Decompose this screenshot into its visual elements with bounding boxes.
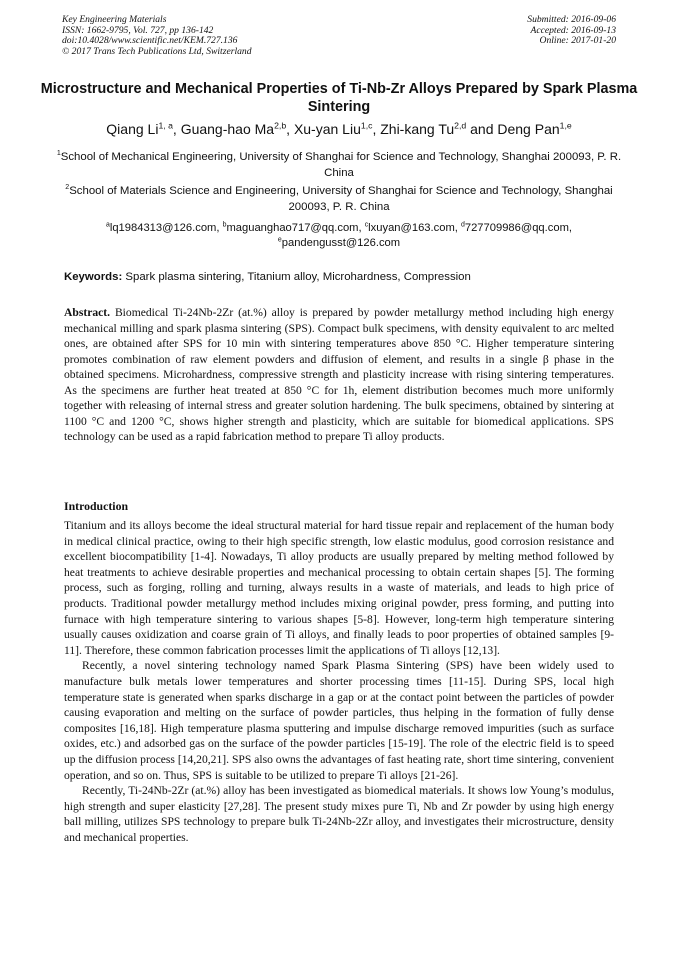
email-superscript: d: [461, 221, 465, 229]
keywords-text: Spark plasma sintering, Titanium alloy, Microhardness, Compression: [125, 271, 471, 283]
author-name: Xu-yan Liu: [293, 121, 361, 137]
journal-issn: ISSN: 1662-9795, Vol. 727, pp 136-142: [62, 24, 214, 36]
introduction-body: [64, 518, 614, 845]
author-separator: and: [466, 121, 498, 137]
email-link[interactable]: maguanghao717@qq.com: [226, 222, 359, 234]
author-name: Zhi-kang Tu: [380, 121, 455, 137]
journal-copyright: © 2017 Trans Tech Publications Ltd, Switzerland: [62, 45, 252, 57]
paper-title: Microstructure and Mechanical Properties of Ti-Nb-Zr Alloys Prepared by Spark Plasma Sintering: [40, 81, 638, 115]
abstract-text: Biomedical Ti-24Nb-2Zr (at.%) alloy is prepared by powder metallurgy method including high energy mechanical milling and spark plasma sintering (SPS). Compact bulk specimens, with density equivalent to arc melted ones, are obtained after SPS for 10 min with sintering temperatures above 850 °C. Higher temperature sintering promotes combination of raw element powders and diffusion of element, and results in a single β phase in the obtained specimens. Microhardness, compressive strength and plasticity increase with rising sintering temperatures. As the specimens are further heat treated at 850 °C for 1h, element distribution becomes much more uniformly together with releasing of internal stress and greater solution hardening. The bulk specimens, obtained by sintering at 1100 °C and 1200 °C, shows higher strength and plasticity, which are suitable for biomedical applications. SPS technology can be used as a rapid fabrication method to prepare Ti alloy products.: [64, 306, 615, 444]
affiliation-text: School of Materials Science and Engineering, University of Shanghai for Science and Technology, Shanghai 200093, P. R. China: [69, 185, 613, 213]
author: [380, 121, 497, 137]
author-separator: ,: [172, 121, 181, 137]
author: [181, 121, 294, 137]
author-superscript: 1,c: [360, 120, 373, 131]
journal-info: [62, 15, 252, 57]
author-superscript: 2,d: [454, 120, 467, 131]
affiliation-superscript: 1: [56, 150, 61, 158]
author: [497, 121, 571, 137]
email-separator: ,: [454, 222, 461, 234]
keywords-label: Keywords:: [64, 271, 123, 283]
author-name: Qiang Li: [106, 121, 159, 137]
author-superscript: 1,e: [559, 120, 572, 131]
paragraph: Recently, Ti-24Nb-2Zr (at.%) alloy has been investigated as biomedical materials. It shows low Young’s modulus, high strength and super elasticity [27,28]. The present study mixes pure Ti, Nb and Zr powder by using high energy ball milling, utilizes SPS technology to prepare bulk Ti-24Nb-2Zr alloy, and investigates their microstructure, density and mechanical properties.: [64, 784, 614, 844]
email-link[interactable]: lxuyan@163.com: [368, 222, 455, 234]
author: [294, 121, 380, 137]
affiliation-text: School of Mechanical Engineering, University of Shanghai for Science and Technology, Shanghai 200093, P. R. China: [60, 151, 622, 179]
email-separator: ,: [568, 222, 573, 234]
abstract-label: Abstract.: [64, 306, 111, 319]
email-link[interactable]: lq1984313@126.com: [109, 222, 217, 234]
submitted-date: Submitted: 2016-09-06: [527, 14, 616, 25]
journal-name: Key Engineering Materials: [62, 14, 167, 25]
email-superscript: b: [222, 221, 227, 229]
affiliation-superscript: 2: [65, 184, 70, 192]
abstract: [64, 305, 614, 445]
email-link[interactable]: pandengusst@126.com: [281, 236, 401, 249]
email-superscript: c: [364, 221, 369, 229]
author-separator: ,: [372, 121, 381, 137]
accepted-date: Accepted: 2016-09-13: [530, 24, 616, 36]
publication-dates: [527, 15, 616, 47]
keywords: [64, 270, 614, 284]
affiliation-2: [50, 184, 628, 215]
email-separator: ,: [358, 222, 365, 234]
author-list: [30, 120, 648, 138]
email-list: [50, 221, 628, 250]
email-superscript: a: [105, 221, 110, 229]
author-separator: ,: [286, 121, 294, 137]
author: [106, 121, 180, 137]
author-name: Deng Pan: [497, 121, 560, 137]
online-date: Online: 2017-01-20: [539, 35, 616, 47]
paragraph: Recently, a novel sintering technology named Spark Plasma Sintering (SPS) have been widely used to manufacture bulk metals lower temperatures and shorter processing times [11-15]. During SPS, local high temperature state is generated when sparks discharge in a gap or at the contact point between the particles of powder causing evaporation and melting on the surface of powder particles, thus helping in the formation of fully dense composites [16,18]. High temperature plasma sputtering and impulse discharge removed impurities (such as surface oxides, etc.) and adsorbed gas on the surface of the powder particles [15-19]. The role of the electric field is to speed up the diffusion process [14,20,21]. SPS also owns the advantages of fast heating rate, short time sintering, convenient operation, and so on. Thus, SPS is suitable to be utilized to prepare Ti alloys [21-26].: [64, 659, 614, 782]
email-superscript: e: [277, 235, 282, 243]
introduction-heading: Introduction: [64, 499, 129, 513]
author-name: Guang-hao Ma: [180, 121, 275, 137]
author-superscript: 1, a: [158, 120, 173, 131]
email-link[interactable]: 727709986@qq.com: [464, 222, 569, 234]
paragraph: Titanium and its alloys become the ideal structural material for hard tissue repair and replacement of the human body in medical clinical practice, owing to their high specific strength, low elastic modulus, good corrosion resistance and excellent biocompatibility [1-4]. Nowadays, Ti alloy products are usually prepared by melting method followed by heat treatments to achieve desirable properties and mechanical processing to obtain certain shapes [5]. The forming process, such as forging, rolling and turning, always results in a waste of materials, and leads to high price of products. Traditional powder metallurgy method includes mixing original powder, press forming, and putting into furnace with high temperature sintering to various shapes [5-8]. However, long-term high temperature sintering usually causes oxidization and coarse grain of Ti alloys, and finally leads to poor properties of obtained samples [9-11]. Therefore, these common fabrication processes limit the applications of Ti alloys [12,13].: [64, 519, 614, 657]
email-separator: ,: [216, 222, 223, 234]
author-superscript: 2,b: [274, 120, 287, 131]
journal-doi[interactable]: doi:10.4028/www.scientific.net/KEM.727.136: [62, 35, 238, 47]
affiliation-1: [50, 150, 628, 181]
